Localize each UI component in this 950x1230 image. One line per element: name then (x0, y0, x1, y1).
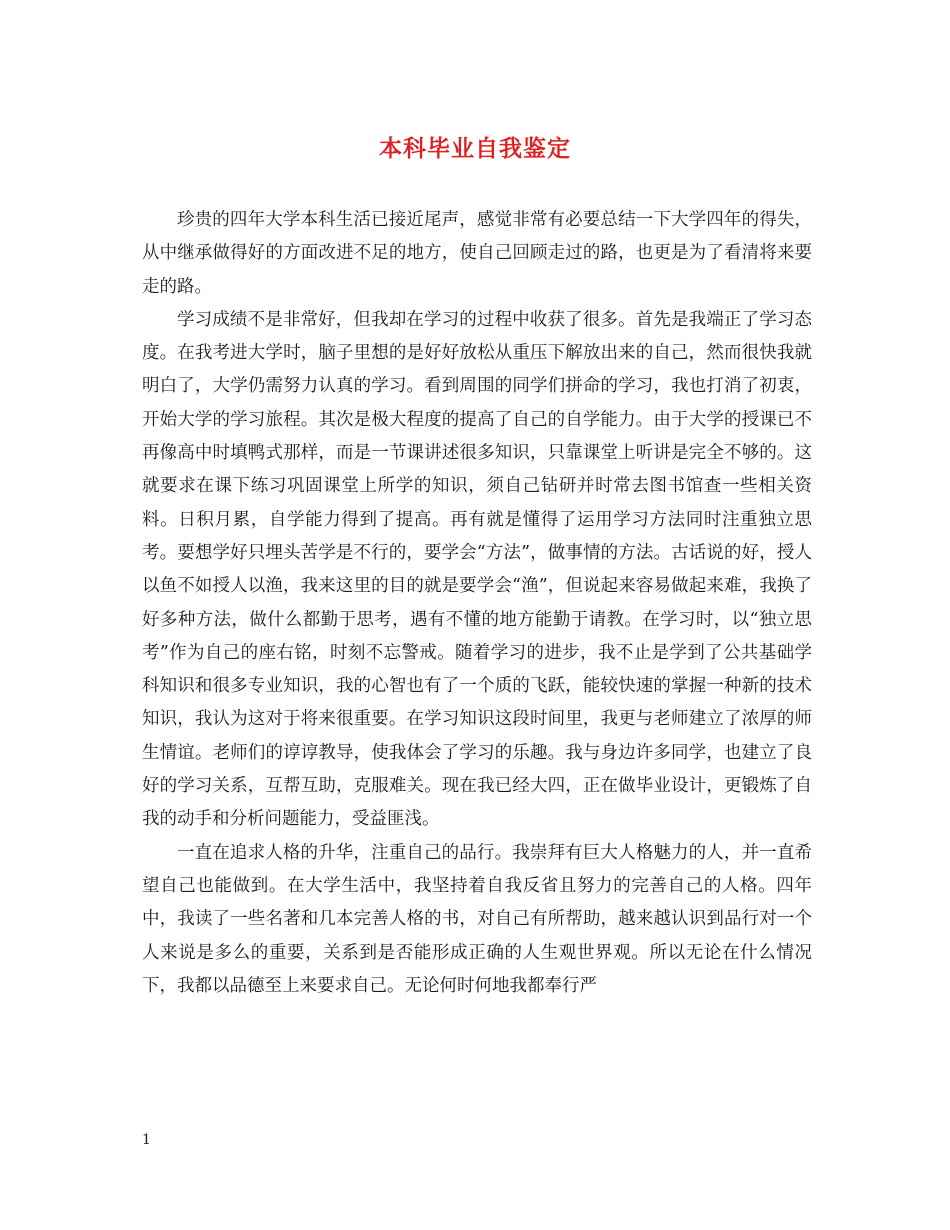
paragraph-character: 一直在追求人格的升华，注重自己的品行。我崇拜有巨大人格魅力的人，并一直希望自己也能做到。在大学生活中，我坚持着自我反省且努力的完善自己的人格。四年中，我读了一些名著和几本完善人格的书，对自己有所帮助，越来越认识到品行对一个人来说是多么的重要，关系到是否能形成正确的人生观世界观。所以无论在什么情况下，我都以品德至上来要求自己。无论何时何地我都奉行严 (142, 842, 812, 996)
paragraph-study: 学习成绩不是非常好，但我却在学习的过程中收获了很多。首先是我端正了学习态度。在我考进大学时，脑子里想的是好好放松从重压下解放出来的自己，然而很快我就明白了，大学仍需努力认真的学习。看到周围的同学们拼命的学习，我也打消了初衷，开始大学的学习旅程。其次是极大程度的提高了自己的自学能力。由于大学的授课已不再像高中时填鸭式那样，而是一节课讲述很多知识，只靠课堂上听讲是完全不够的。这就要求在课下练习巩固课堂上所学的知识，须自己钻研并时常去图书馆查一些相关资料。日积月累，自学能力得到了提高。再有就是懂得了运用学习方法同时注重独立思考。要想学好只埋头苦学是不行的，要学会“方法”，做事情的方法。古话说的好，授人以鱼不如授人以渔，我来这里的目的就是要学会“渔”，但说起来容易做起来难，我换了好多种方法，做什么都勤于思考，遇有不懂的地方能勤于请教。在学习时，以“独立思考”作为自己的座右铭，时刻不忘警戒。随着学习的进步，我不止是学到了公共基础学科知识和很多专业知识，我的心智也有了一个质的飞跃，能较快速的掌握一种新的技术知识，我认为这对于将来很重要。在学习知识这段时间里，我更与老师建立了浓厚的师生情谊。老师们的谆谆教导，使我体会了学习的乐趣。我与身边许多同学，也建立了良好的学习关系，互帮互助，克服难关。现在我已经大四，正在做毕业设计，更锻炼了自我的动手和分析问题能力，受益匪浅。 (142, 309, 812, 830)
paragraph-intro: 珍贵的四年大学本科生活已接近尾声，感觉非常有必要总结一下大学四年的得失，从中继承做得好的方面改进不足的地方，使自己回顾走过的路，也更是为了看清将来要走的路。 (142, 210, 812, 297)
document-body (142, 204, 812, 1003)
page-number: 1 (142, 1132, 151, 1148)
document-title: 本科毕业自我鉴定 (379, 135, 571, 162)
